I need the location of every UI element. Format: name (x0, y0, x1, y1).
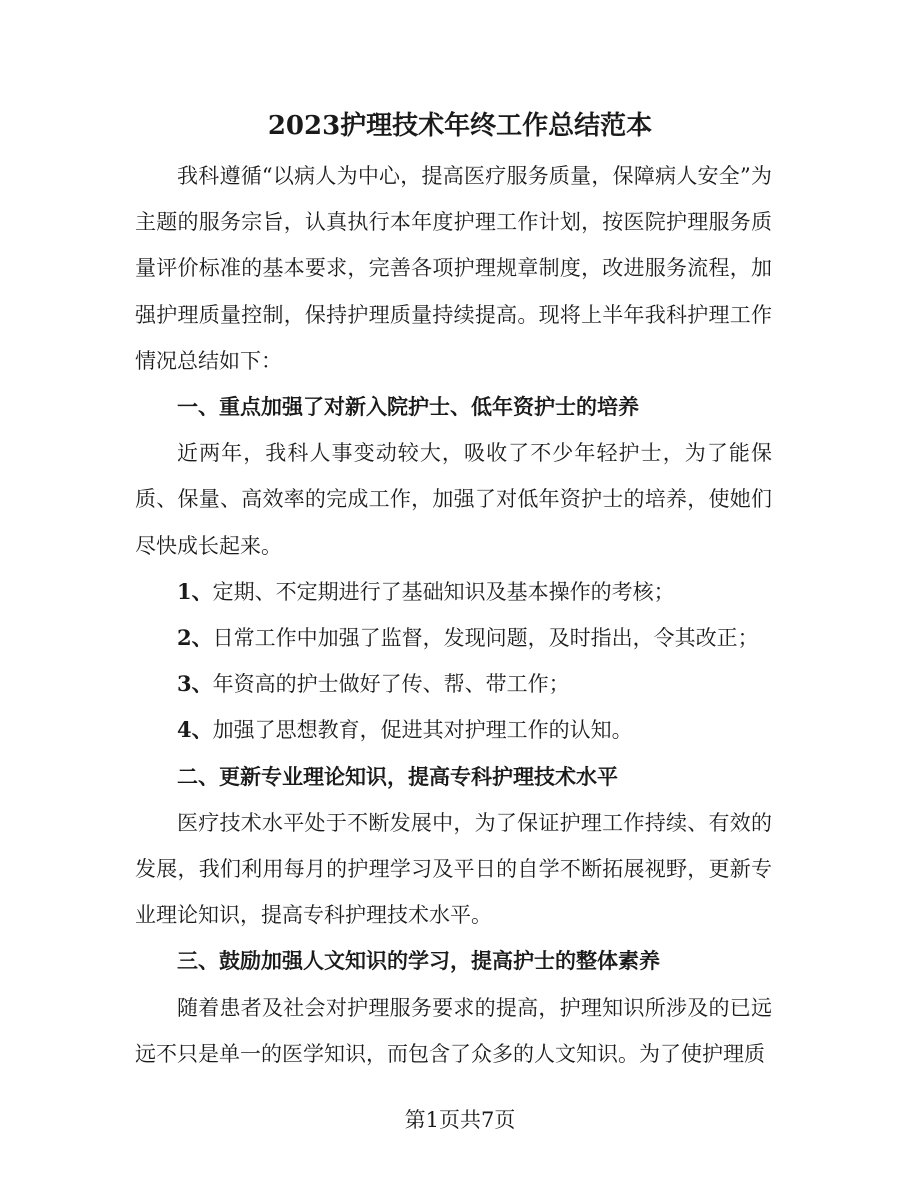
page-indicator: 第1页共7页 (404, 1108, 516, 1132)
item-1-number: 1、 (177, 578, 213, 604)
section-2-heading: 二、更新专业理论知识，提高专科护理技术水平 (177, 763, 618, 789)
section-2-paragraph-1: 医疗技术水平处于不断发展中，为了保证护理工作持续、有效的发展，我们利用每月的护理学习及平日的自学不断拓展视野，更新专业理论知识，提高专科护理技术水平。 (135, 810, 772, 928)
section-1-heading: 一、重点加强了对新入院护士、低年资护士的培养 (177, 394, 639, 420)
item-4-number: 4、 (177, 717, 213, 743)
numbered-item-4 (135, 707, 772, 753)
section-3-heading: 三、鼓励加强人文知识的学习，提高护士的整体素养 (177, 948, 660, 974)
numbered-item-1 (135, 569, 772, 615)
item-1-text: 定期、不定期进行了基础知识及基本操作的考核； (212, 579, 675, 604)
item-3-text: 年资高的护士做好了传、帮、带工作； (212, 672, 570, 697)
page-footer (0, 1103, 920, 1137)
section-3-paragraph-1: 随着患者及社会对护理服务要求的提高，护理知识所涉及的已远远不只是单一的医学知识，而包含了众多的人文知识。为了使护理质 (135, 995, 772, 1066)
intro-paragraph: 我科遵循“以病人为中心，提高医疗服务质量，保障病人安全”为主题的服务宗旨，认真执行本年度护理工作计划，按医院护理服务质量评价标准的基本要求，完善各项护理规章制度，改进服务流程，加强护理质量控制，保持护理质量持续提高。现将上半年我科护理工作情况总结如下： (135, 164, 772, 373)
item-3-number: 3、 (177, 671, 213, 697)
section-1-paragraph-1: 近两年，我科人事变动较大，吸收了不少年轻护士，为了能保质、保量、高效率的完成工作，加强了对低年资护士的培养，使她们尽快成长起来。 (135, 441, 772, 558)
item-4-text: 加强了思想教育，促进其对护理工作的认知。 (212, 718, 633, 743)
numbered-item-2 (135, 615, 772, 661)
item-2-number: 2、 (177, 625, 213, 651)
numbered-item-3 (135, 661, 772, 707)
document-title: 2023护理技术年终工作总结范本 (267, 111, 653, 141)
document-body (135, 153, 772, 1077)
item-2-text: 日常工作中加强了监督，发现问题，及时指出，令其改正； (212, 626, 759, 651)
